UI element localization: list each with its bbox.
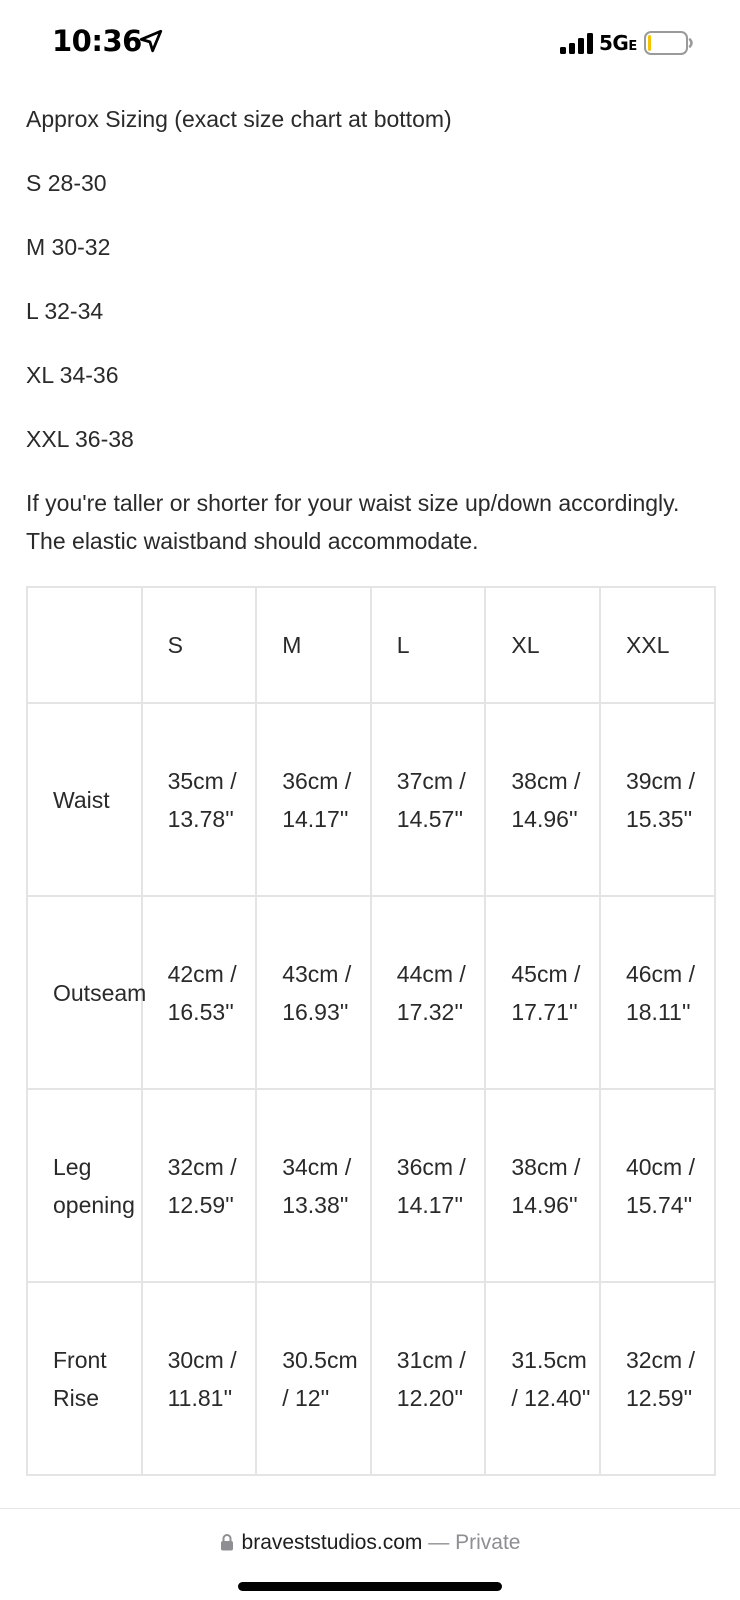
table-cell: 31cm / 12.20''	[371, 1282, 486, 1475]
row-label-front-rise: Front Rise	[27, 1282, 142, 1475]
table-cell: 32cm / 12.59''	[600, 1282, 715, 1475]
address-separator: —	[422, 1531, 456, 1554]
table-header-row	[27, 587, 715, 703]
status-time: 10:36	[52, 24, 142, 58]
table-cell: 30cm / 11.81''	[142, 1282, 257, 1475]
product-description	[26, 100, 716, 586]
private-label: Private	[455, 1531, 521, 1554]
sizing-intro: Approx Sizing (exact size chart at bottom)	[26, 106, 452, 132]
table-cell: 36cm / 14.17''	[256, 703, 371, 896]
table-cell: 43cm / 16.93''	[256, 896, 371, 1089]
table-header-cell: S	[142, 587, 257, 703]
table-cell: 31.5cm / 12.40''	[485, 1282, 600, 1475]
cellular-signal-icon	[560, 32, 596, 54]
table-cell: 30.5cm / 12''	[256, 1282, 371, 1475]
table-header-cell: XL	[485, 587, 600, 703]
location-arrow-icon	[138, 28, 164, 54]
table-cell: 39cm / 15.35''	[600, 703, 715, 896]
network-label: 5GE	[599, 31, 637, 55]
address-domain: braveststudios.com	[241, 1531, 423, 1554]
table-header-cell	[27, 587, 142, 703]
size-range-xl: XL 34-36	[26, 362, 119, 388]
table-cell: 37cm / 14.57''	[371, 703, 486, 896]
table-cell: 38cm / 14.96''	[485, 703, 600, 896]
table-cell: 46cm / 18.11''	[600, 896, 715, 1089]
size-chart-table	[26, 586, 716, 1476]
table-header-cell: M	[256, 587, 371, 703]
table-row	[27, 703, 715, 896]
battery-low-icon	[644, 30, 694, 56]
row-label-leg-opening: Leg opening	[27, 1089, 142, 1282]
table-cell: 40cm / 15.74''	[600, 1089, 715, 1282]
table-cell: 32cm / 12.59''	[142, 1089, 257, 1282]
row-label-outseam: Outseam	[27, 896, 142, 1089]
sizing-note: If you're taller or shorter for your waist size up/down accordingly. The elastic waistband should accommodate.	[26, 490, 680, 554]
home-indicator[interactable]	[238, 1582, 502, 1591]
table-row	[27, 1282, 715, 1475]
table-cell: 35cm / 13.78''	[142, 703, 257, 896]
size-range-l: L 32-34	[26, 298, 104, 324]
lock-icon	[220, 1533, 234, 1551]
table-cell: 36cm / 14.17''	[371, 1089, 486, 1282]
table-cell: 34cm / 13.38''	[256, 1089, 371, 1282]
status-bar	[0, 0, 740, 84]
size-range-s: S 28-30	[26, 170, 107, 196]
table-cell: 42cm / 16.53''	[142, 896, 257, 1089]
table-header-cell: L	[371, 587, 486, 703]
table-cell: 44cm / 17.32''	[371, 896, 486, 1089]
table-cell: 45cm / 17.71''	[485, 896, 600, 1089]
table-row	[27, 1089, 715, 1282]
address-bar[interactable]	[0, 1531, 740, 1555]
table-cell: 38cm / 14.96''	[485, 1089, 600, 1282]
browser-bottom-bar	[0, 1508, 740, 1600]
size-range-xxl: XXL 36-38	[26, 426, 134, 452]
size-range-m: M 30-32	[26, 234, 111, 260]
row-label-waist: Waist	[27, 703, 142, 896]
table-row	[27, 896, 715, 1089]
table-header-cell: XXL	[600, 587, 715, 703]
